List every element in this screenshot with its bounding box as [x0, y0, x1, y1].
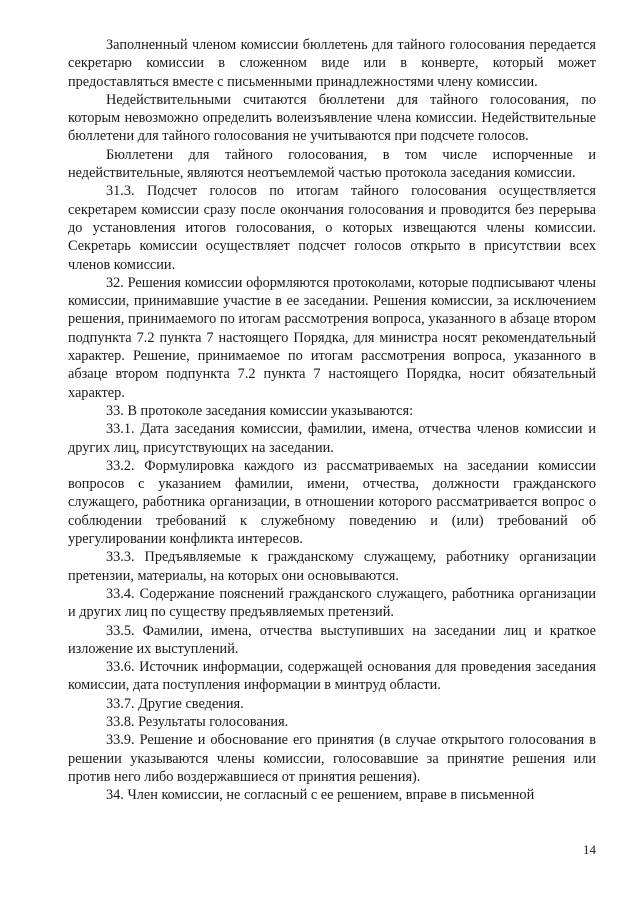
- paragraph-ballots-part-of-protocol: Бюллетени для тайного голосования, в том числе испорченные и недействительные, являются неотъемлемой частью протокола заседания комиссии.: [68, 146, 596, 182]
- page-number: 14: [583, 842, 596, 857]
- paragraph-33-9: 33.9. Решение и обоснование его принятия (в случае открытого голосования в решении указываются члены комиссии, голосовавшие за принятие решения или против него либо воздержавшиеся от принятия решения).: [68, 732, 596, 785]
- paragraph-32: 32. Решения комиссии оформляются протоколами, которые подписывают члены комиссии, принимавшие участие в ее заседании. Решения комиссии, за исключением решения, принимаемого по итогам рассмотрения вопроса, указанного в абзаце втором подпункта 7.2 пункта 7 настоящего Порядка, для министра носят рекомендательный характер. Решение, принимаемое по итогам рассмотрения вопроса, указанного в абзаце втором подпункта 7.2 пункта 7 настоящего Порядка, носит обязательный характер.: [68, 274, 596, 401]
- paragraph-31-3: 31.3. Подсчет голосов по итогам тайного голосования осуществляется секретарем комиссии сразу после окончания голосования и проводится без перерыва до установления итогов голосования, о которых извещаются члены комиссии. Секретарь комиссии осуществляет подсчет голосов открыто в присутствии всех членов комиссии.: [68, 183, 596, 273]
- paragraph-33-7: 33.7. Другие сведения.: [106, 695, 244, 712]
- paragraph-33-2: 33.2. Формулировка каждого из рассматриваемых на заседании комиссии вопросов с указанием фамилии, имени, отчества, должности гражданского служащего, работника организации, в отношении которого рассматривается вопрос о соблюдении требований к служебному поведению и (или) требований об урегулировании конфликта интересов.: [68, 457, 596, 548]
- paragraph-33-5: 33.5. Фамилии, имена, отчества выступивших на заседании лиц и краткое изложение их выступлений.: [68, 622, 596, 657]
- paragraph-33-8: 33.8. Результаты голосования.: [106, 713, 289, 730]
- paragraph-invalid-ballots: Недействительными считаются бюллетени для тайного голосования, по которым невозможно определить волеизъявление члена комиссии. Недействительные бюллетени для тайного голосования не учитываются при подсчете голосов.: [68, 91, 596, 145]
- paragraph-ballot-submission: Заполненный членом комиссии бюллетень для тайного голосования передается секретарю комиссии в сложенном виде или в конверте, который может предоставляться вместе с письменными принадлежностями члену комиссии.: [68, 37, 596, 90]
- paragraph-34: 34. Член комиссии, не согласный с ее решением, вправе в письменной: [106, 787, 535, 804]
- paragraph-33-6: 33.6. Источник информации, содержащей основания для проведения заседания комиссии, дата поступления информации в минтруд области.: [68, 659, 596, 694]
- paragraph-33-4: 33.4. Содержание пояснений гражданского служащего, работника организации и других лиц по существу предъявляемых претензий.: [68, 585, 596, 621]
- document-body: [68, 36, 596, 804]
- paragraph-33-3: 33.3. Предъявляемые к гражданскому служащему, работнику организации претензии, материалы, на которых они основываются.: [68, 549, 596, 584]
- paragraph-33: 33. В протоколе заседания комиссии указываются:: [106, 402, 414, 419]
- paragraph-33-1: 33.1. Дата заседания комиссии, фамилии, имена, отчества членов комиссии и других лиц, присутствующих на заседании.: [68, 421, 596, 456]
